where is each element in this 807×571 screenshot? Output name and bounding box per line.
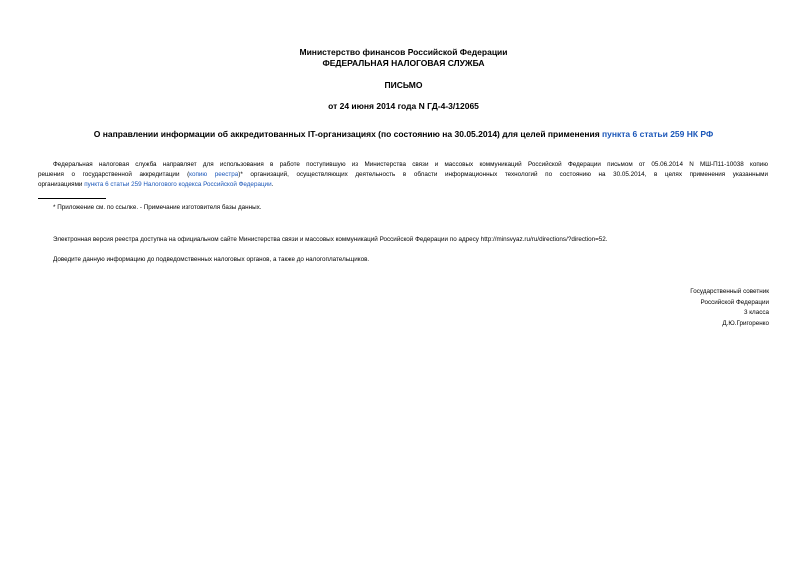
document-date-number: от 24 июня 2014 года N ГД-4-3/12065 xyxy=(328,101,479,111)
registry-copy-link[interactable]: копию реестра xyxy=(189,171,239,178)
electronic-version-paragraph: Электронная версия реестра доступна на официальном сайте Министерства связи и массовых коммуникаций Российской Федерации по адресу http://minsvyaz.ru/ru/directions/?direction=52. xyxy=(53,236,608,243)
main-paragraph-line-2-start: решения о государственной аккредитации ( xyxy=(38,171,190,178)
footnote-divider xyxy=(38,198,106,199)
main-paragraph-line-3-end: . xyxy=(271,181,274,188)
signature-title-line-3: 3 класса xyxy=(743,309,769,316)
title-text: О направлении информации об аккредитованных IT-организациях (по состоянию на 30.05.2014) для целей применения xyxy=(93,129,603,139)
main-paragraph-line-2 xyxy=(38,170,768,180)
footnote: * Приложение см. по ссылке. - Примечание изготовителя базы данных. xyxy=(53,204,262,211)
service-name: ФЕДЕРАЛЬНАЯ НАЛОГОВАЯ СЛУЖБА xyxy=(322,58,485,68)
tax-code-article-link[interactable]: пункта 6 статьи 259 Налогового кодекса Российской Федерации xyxy=(84,181,272,188)
instruction-paragraph: Доведите данную информацию до подведомственных налоговых органов, а также до налогоплательщиков. xyxy=(53,256,370,263)
signatory-name: Д.Ю.Григоренко xyxy=(722,319,769,327)
main-paragraph-line-1: Федеральная налоговая служба направляет для использования в работе поступившую из Министерства связи и массовых коммуникаций Российской Федерации письмом от 05.06.2014 N МШ-П11-10038 копию xyxy=(53,161,768,168)
ministry-name: Министерство финансов Российской Федерации xyxy=(299,47,508,57)
signature-title-line-2: Российской Федерации xyxy=(700,298,769,306)
document-title xyxy=(0,129,807,140)
signature-title-line-1: Государственный советник xyxy=(690,288,769,295)
main-paragraph-line-3-start: организациями xyxy=(38,181,85,188)
main-paragraph-line-3 xyxy=(38,180,768,190)
signature-block xyxy=(609,287,769,329)
title-link-article-259[interactable]: пункта 6 статьи 259 НК РФ xyxy=(602,129,714,139)
main-paragraph xyxy=(38,160,768,190)
main-paragraph-line-2-end: )* организаций, осуществляющих деятельность в области информационных технологий по состоянию на 30.05.2014, в целях применения указанными xyxy=(238,171,768,178)
document-type: ПИСЬМО xyxy=(384,80,423,90)
